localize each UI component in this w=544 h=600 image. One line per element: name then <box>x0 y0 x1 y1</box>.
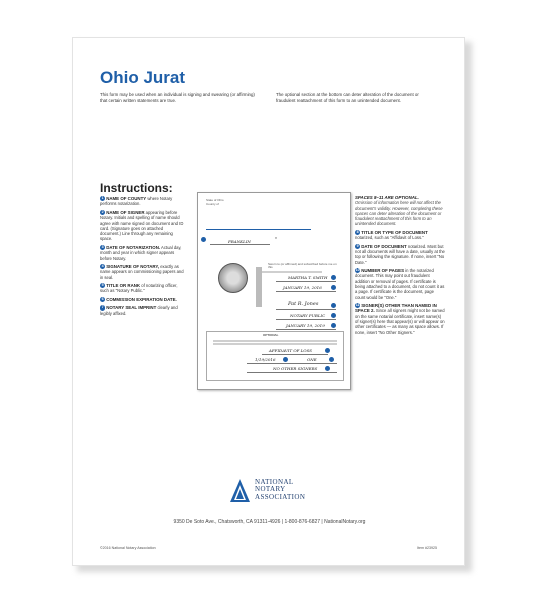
instruction-item <box>100 297 184 302</box>
form-notary-title: NOTARY PUBLIC <box>290 313 326 318</box>
item-text: appearing before Notary. Initials and spelling of name should agree with name signed on document and ID card. (Signature goes on attached document.) Line through any remaining space. <box>100 209 184 242</box>
item-number-footer: Item #23925 <box>417 546 437 550</box>
sample-form-thumbnail <box>197 192 351 390</box>
form-rule <box>276 319 336 320</box>
logo-line: NOTARY <box>255 485 286 494</box>
form-rule <box>276 281 336 282</box>
form-marker-1 <box>201 237 206 242</box>
optional-heading: OPTIONAL <box>263 333 279 337</box>
form-marker-4 <box>331 303 336 308</box>
nna-emblem-icon <box>229 478 251 504</box>
instructions-left-column <box>100 196 184 319</box>
item-heading: SIGNATURE OF NOTARY, <box>106 263 160 269</box>
item-heading: NAME OF COUNTY <box>106 196 147 201</box>
instruction-item <box>100 283 184 294</box>
logo-line: NATIONAL <box>255 478 294 486</box>
form-marker-6 <box>331 323 336 328</box>
form-rule <box>262 354 328 355</box>
item-text: Actual day, month and year in which signer appears before Notary. <box>100 244 182 261</box>
step-number: 11 <box>355 303 360 308</box>
copyright-footer: ©2016 National Notary Association <box>100 546 156 550</box>
instructions-right-column <box>355 195 445 338</box>
document-title: Ohio Jurat <box>100 68 186 87</box>
instruction-item <box>100 245 184 261</box>
intro-right: The optional section at the bottom can deter alteration of the document or fraudulent reattachment of this form to an unintended document. <box>276 92 419 103</box>
item-text: of notarizing officer, such as "Notary Public." <box>100 282 178 294</box>
instruction-item <box>100 305 184 316</box>
form-expiration: JANUARY 19, 2019 <box>286 323 325 328</box>
form-rule <box>206 229 311 230</box>
form-rule <box>276 329 336 330</box>
instruction-item <box>355 244 445 265</box>
form-doc-title: AFFIDAVIT OF LOSS <box>269 348 312 353</box>
instruction-item <box>100 210 184 242</box>
form-county-label: County of <box>206 202 219 206</box>
form-other-signers: NO OTHER SIGNERS <box>273 366 318 371</box>
optional-section-box <box>206 331 344 381</box>
form-pages: ONE <box>307 357 317 362</box>
form-marker-9 <box>283 357 288 362</box>
optional-spaces-heading: SPACES 8–11 ARE OPTIONAL. <box>355 195 419 200</box>
item-text: where Notary performs notarization. <box>100 196 173 207</box>
item-text: Since all signers might not be named on the same notarial certificate, insert name(s) of signer(s) here that appear(s) or will appear on other certificates — as many as space allows. If none, insert "No Other Signers." <box>355 308 445 335</box>
form-rule <box>247 372 337 373</box>
instruction-item <box>355 230 445 241</box>
instruction-item <box>100 196 184 207</box>
step-number: 3 <box>101 245 104 250</box>
item-text: notarized, such as "Affidavit of Loss." <box>355 235 424 241</box>
form-marker-11 <box>325 366 330 371</box>
step-number: 1 <box>101 196 104 201</box>
item-text: exactly as name appears on commissioning papers and in seal. <box>100 263 184 280</box>
item-text: clearly and legibly affixed. <box>100 305 178 316</box>
step-number: 5 <box>101 283 104 288</box>
step-number: 8 <box>356 230 359 235</box>
step-number: 2 <box>101 210 104 215</box>
instruction-item <box>355 303 445 335</box>
instruction-item <box>355 268 445 300</box>
step-number: 4 <box>101 264 104 269</box>
form-state-label: State of Ohio <box>206 198 224 202</box>
item-heading: TITLE OR TYPE OF DOCUMENT <box>361 229 428 235</box>
form-rule <box>213 343 337 345</box>
step-number: 7 <box>101 305 104 310</box>
item-heading: DATE OF NOTARIZATION. <box>106 244 161 250</box>
step-number: 10 <box>355 268 360 273</box>
instruction-item <box>100 264 184 280</box>
form-rule <box>210 244 270 245</box>
item-heading: DATE OF DOCUMENT <box>361 243 407 249</box>
step-number: 6 <box>101 296 104 301</box>
form-marker-2 <box>331 275 336 280</box>
item-heading: NOTARY SEAL IMPRINT <box>106 305 157 311</box>
address-line: 9350 De Soto Ave., Chatsworth, CA 91311-4926 | 1-800-876-6827 | NationalNotary.org <box>173 519 366 525</box>
intro-left: This form may be used when an individual is signing and swearing (or affirming) that certain written statements are true. <box>100 92 255 103</box>
item-heading: COMMISSION EXPIRATION DATE. <box>106 296 177 302</box>
form-date: JANUARY 19, 2016 <box>283 285 322 290</box>
form-rule <box>247 363 337 364</box>
logo-line: ASSOCIATION <box>255 492 306 501</box>
item-heading: SIGNER(S) OTHER THAN NAMED IN SPACE 2. <box>355 302 437 314</box>
document-page <box>72 37 465 566</box>
item-heading: NAME OF SIGNER <box>106 209 145 215</box>
step-number: 9 <box>356 243 359 248</box>
form-county-value: FRANKLIN <box>228 239 251 244</box>
seal-bracket <box>256 267 262 307</box>
item-text: notarized. Most but not all documents will have a date, usually at the top or following the signature. If none, insert "No Date." <box>355 243 445 265</box>
form-marker-8 <box>325 348 330 353</box>
form-rule <box>260 271 322 273</box>
form-marker-3 <box>331 285 336 290</box>
form-marker-5 <box>331 313 336 318</box>
form-notary-signature: Pat R. Jones <box>288 301 319 307</box>
form-marker-10 <box>329 357 334 362</box>
form-rule <box>276 291 336 292</box>
form-signer: MARTHA T. SMITH <box>288 275 328 280</box>
form-rule <box>276 309 336 310</box>
optional-spaces-note: Omission of information here will not affect the document's validity. However, completing these spaces can deter alteration of the document or fraudulent reattachment of this form to an unintended document. <box>355 200 443 227</box>
form-doc-date: 1/19/2016 <box>255 357 276 362</box>
form-rule <box>213 340 337 342</box>
item-heading: NUMBER OF PAGES <box>361 267 405 273</box>
instructions-heading: Instructions: <box>100 181 173 195</box>
asterisk-mark: * <box>275 237 277 243</box>
notary-seal-image <box>218 263 248 293</box>
nna-wordmark <box>255 479 305 501</box>
item-text: in the notarized document. This may point out fraudulent addition or removal of pages. If certificate is being attached to a document, do not count it as a page. If certificate is the document, page count would be "One." <box>355 267 445 300</box>
form-sworn-text: Sworn to (or affirmed) and subscribed before me on this <box>268 262 337 270</box>
item-heading: TITLE OR RANK <box>106 282 141 288</box>
